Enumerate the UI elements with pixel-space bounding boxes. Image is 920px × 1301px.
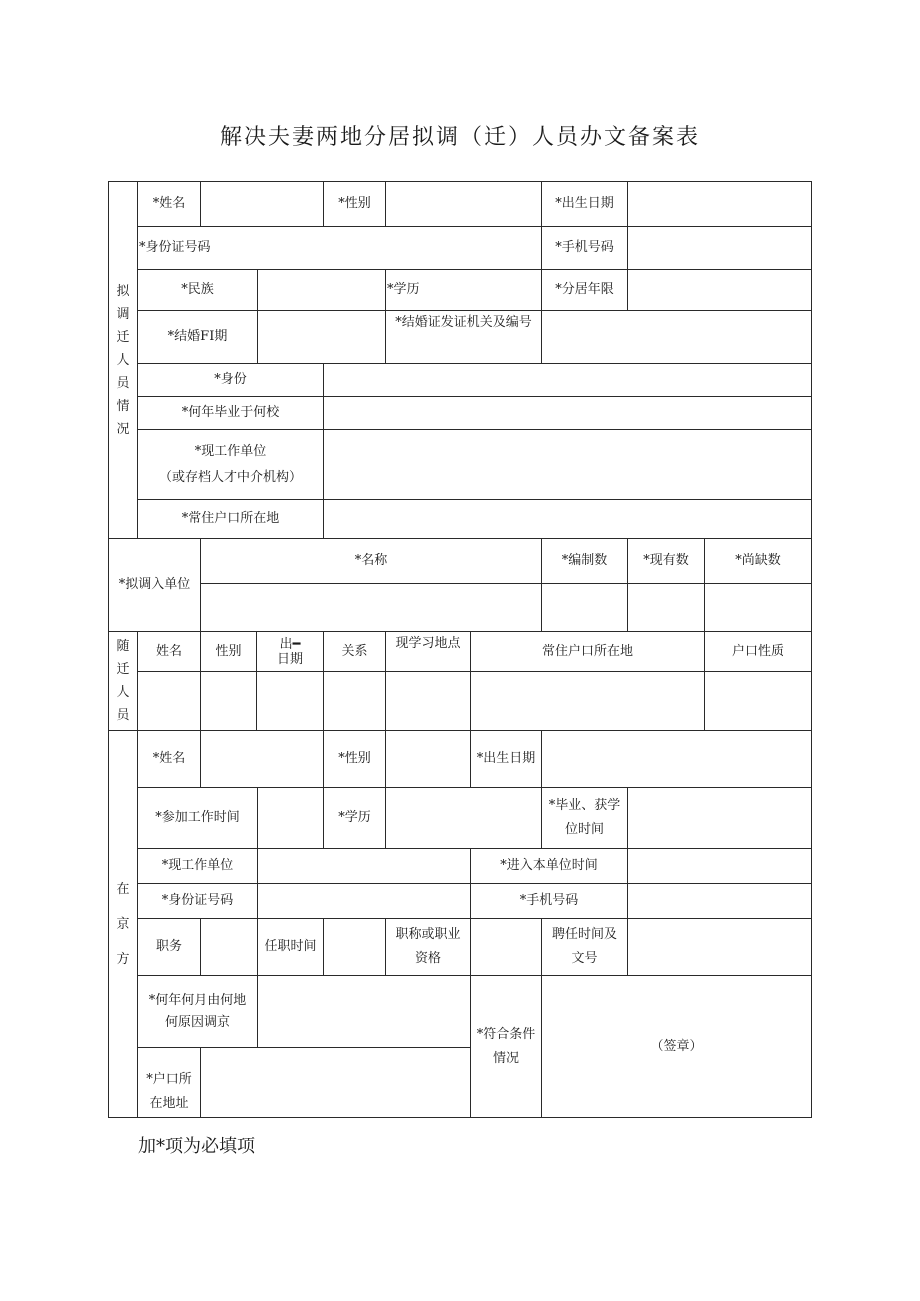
header-acc-relation: 关系 (323, 631, 386, 672)
input-graduation[interactable] (323, 396, 812, 430)
header-acc-name: 姓名 (137, 631, 201, 672)
label-identity: *身份 (137, 363, 324, 397)
section-receiving-unit: *拟调入单位 (108, 538, 201, 632)
label-bj-mobile: *手机号码 (470, 883, 628, 919)
label-id-number: *身份证号码 (137, 226, 542, 270)
input-ethnicity[interactable] (257, 269, 386, 311)
input-name[interactable] (200, 181, 324, 227)
input-bj-birth-date[interactable] (541, 730, 812, 788)
label-graduation: *何年毕业于何校 (137, 396, 324, 430)
header-acc-study-place: 现学习地点 (385, 631, 471, 672)
label-unit-name: *名称 (200, 538, 542, 584)
input-acc-hukou-type[interactable] (704, 671, 812, 731)
input-quota[interactable] (541, 583, 628, 632)
input-bj-degree-time[interactable] (627, 787, 812, 849)
label-bj-criteria: *符合条件 情况 (470, 975, 542, 1118)
input-shortage[interactable] (704, 583, 812, 632)
label-bj-education: *学历 (323, 787, 386, 849)
label-gender: *性别 (323, 181, 386, 227)
input-identity[interactable] (323, 363, 812, 397)
input-bj-title[interactable] (470, 918, 542, 976)
input-gender[interactable] (385, 181, 542, 227)
input-hukou[interactable] (323, 499, 812, 539)
input-bj-tenure[interactable] (323, 918, 386, 976)
input-bj-appointment[interactable] (627, 918, 812, 976)
input-bj-hukou-address[interactable] (200, 1047, 471, 1118)
input-acc-birth[interactable] (256, 671, 324, 731)
label-bj-tenure: 任职时间 (257, 918, 324, 976)
label-bj-birth-date: *出生日期 (470, 730, 542, 788)
header-acc-birth: 出━ 日期 (256, 631, 324, 672)
label-bj-gender: *性别 (323, 730, 386, 788)
label-marriage-cert: *结婚证发证机关及编号 (385, 310, 542, 364)
label-bj-work-start: *参加工作时间 (137, 787, 258, 849)
seal-area[interactable] (541, 975, 812, 1118)
input-bj-work-start[interactable] (257, 787, 324, 849)
input-unit-name[interactable] (200, 583, 542, 632)
label-mobile: *手机号码 (541, 226, 628, 270)
label-current: *现有数 (627, 538, 705, 584)
input-bj-work-unit[interactable] (257, 848, 471, 884)
label-ethnicity: *民族 (137, 269, 258, 311)
label-bj-name: *姓名 (137, 730, 201, 788)
page-title: 解决夫妻两地分居拟调（迁）人员办文备案表 (219, 125, 700, 150)
label-work-unit: *现工作单位 （或存档人才中介机构） (137, 429, 324, 500)
label-separation-years: *分居年限 (541, 269, 628, 311)
input-birth-date[interactable] (627, 181, 812, 227)
label-bj-title: 职称或职业 资格 (385, 918, 471, 976)
input-separation-years[interactable] (627, 269, 812, 311)
input-bj-position[interactable] (200, 918, 258, 976)
label-bj-hukou-address: *户口所 在地址 (137, 1047, 201, 1118)
section-accompanying: 随迁人员 (108, 631, 138, 731)
input-acc-hukou[interactable] (470, 671, 705, 731)
label-shortage: *尚缺数 (704, 538, 812, 584)
section-beijing-side: 在京方 (108, 730, 138, 1118)
input-acc-relation[interactable] (323, 671, 386, 731)
input-bj-mobile[interactable] (627, 883, 812, 919)
label-quota: *编制数 (541, 538, 628, 584)
label-bj-join-date: *进入本单位时间 (470, 848, 628, 884)
input-bj-name[interactable] (200, 730, 324, 788)
input-bj-id-number[interactable] (257, 883, 471, 919)
input-bj-join-date[interactable] (627, 848, 812, 884)
input-marriage-date[interactable] (257, 310, 386, 364)
header-acc-gender: 性别 (200, 631, 257, 672)
input-bj-transfer-history[interactable] (257, 975, 471, 1048)
label-marriage-date: *结婚FI期 (137, 310, 258, 364)
input-mobile[interactable] (627, 226, 812, 270)
input-acc-name[interactable] (137, 671, 201, 731)
input-work-unit[interactable] (323, 429, 812, 500)
input-bj-gender[interactable] (385, 730, 471, 788)
input-acc-gender[interactable] (200, 671, 257, 731)
input-acc-study-place[interactable] (385, 671, 471, 731)
input-bj-education[interactable] (385, 787, 542, 849)
seal-label: （签章） (650, 1038, 703, 1054)
header-acc-hukou-type: 户口性质 (704, 631, 812, 672)
label-bj-appointment: 聘任时间及 文号 (541, 918, 628, 976)
label-bj-position: 职务 (137, 918, 201, 976)
header-acc-hukou: 常住户口所在地 (470, 631, 705, 672)
label-bj-transfer-history: *何年何月由何地 何原因调京 (137, 975, 258, 1048)
label-bj-work-unit: *现工作单位 (137, 848, 258, 884)
label-bj-id-number: *身份证号码 (137, 883, 258, 919)
label-education: *学历 (385, 269, 542, 311)
label-birth-date: *出生日期 (541, 181, 628, 227)
label-hukou: *常住户口所在地 (137, 499, 324, 539)
input-marriage-cert[interactable] (541, 310, 812, 364)
footer-note: 加*项为必填项 (138, 1136, 255, 1157)
section-transfer-person: 拟调迁人员情况 (108, 181, 138, 539)
input-current[interactable] (627, 583, 705, 632)
label-name: *姓名 (137, 181, 201, 227)
label-bj-degree-time: *毕业、获学 位时间 (541, 787, 628, 849)
filing-form-table (108, 181, 812, 1118)
